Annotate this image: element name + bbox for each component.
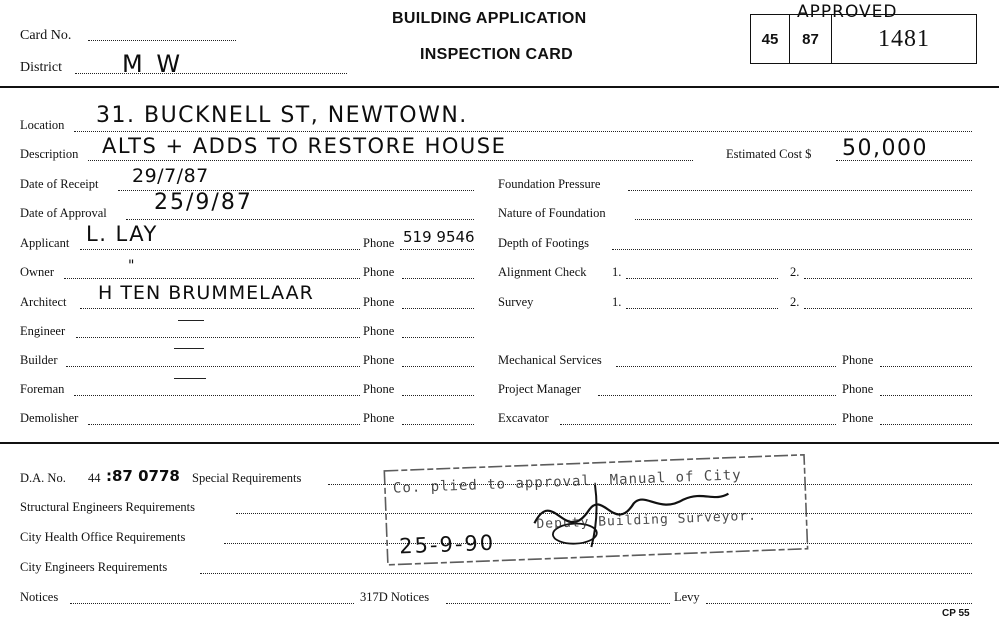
da-no-value: :87 0778	[106, 467, 180, 485]
description-value: ALTS + ADDS TO RESTORE HOUSE	[102, 134, 507, 158]
card-box-2	[789, 14, 832, 64]
excavator-line	[560, 424, 836, 425]
owner-line	[64, 278, 360, 279]
project-manager-line	[598, 395, 836, 396]
excavator-label: Excavator	[498, 411, 549, 425]
builder-label: Builder	[20, 353, 58, 367]
alignment-1-label: 1.	[612, 265, 622, 279]
location-value: 31. BUCKNELL ST, NEWTOWN.	[96, 103, 468, 128]
builder-line	[66, 366, 360, 367]
description-line	[88, 160, 693, 161]
nature-foundation-label: Nature of Foundation	[498, 206, 606, 220]
requirements-divider	[0, 442, 999, 444]
foundation-pressure-line	[628, 190, 972, 191]
stamp-date: 25-9-90	[398, 530, 496, 559]
alignment-1-line	[626, 278, 778, 279]
applicant-line	[80, 249, 360, 250]
estimated-cost-value: 50,000	[842, 136, 928, 161]
survey-label: Survey	[498, 295, 534, 309]
foreman-phone-label: Phone	[363, 382, 395, 396]
engineer-label: Engineer	[20, 324, 66, 338]
architect-line	[80, 308, 360, 309]
district-label: District	[20, 60, 62, 75]
description-label: Description	[20, 147, 79, 161]
date-approval-label: Date of Approval	[20, 206, 107, 220]
owner-value: "	[128, 258, 136, 274]
foreman-phone-line	[402, 395, 474, 396]
demolisher-line	[88, 424, 360, 425]
demolisher-phone-label: Phone	[363, 411, 395, 425]
foreman-label: Foreman	[20, 382, 65, 396]
title-line-1: BUILDING APPLICATION	[392, 10, 587, 27]
date-approval-line	[126, 219, 474, 220]
architect-value: H TEN BRUMMELAAR	[98, 282, 314, 304]
architect-label: Architect	[20, 295, 67, 309]
applicant-label: Applicant	[20, 236, 70, 250]
survey-2-label: 2.	[790, 295, 800, 309]
stamp-line-1: Co. plied to approval. Manual of City	[392, 467, 742, 497]
owner-phone-label: Phone	[363, 265, 395, 279]
notices-317d-label: 317D Notices	[360, 590, 430, 604]
survey-1-label: 1.	[612, 295, 622, 309]
project-manager-phone-label: Phone	[842, 382, 874, 396]
title-line-2: INSPECTION CARD	[420, 46, 573, 63]
location-line	[74, 131, 972, 132]
card-box-3-value: 1481	[878, 25, 930, 52]
card-no-label: Card No.	[20, 28, 72, 43]
levy-label: Levy	[674, 590, 700, 604]
survey-1-line	[626, 308, 778, 309]
estimated-cost-label: Estimated Cost $	[726, 147, 812, 161]
da-no-prefix: 44	[88, 471, 101, 485]
builder-phone-line	[402, 366, 474, 367]
survey-2-line	[804, 308, 972, 309]
notices-line	[70, 603, 354, 604]
mechanical-line	[616, 366, 836, 367]
district-value: M W	[122, 50, 184, 78]
date-receipt-value: 29/7/87	[132, 165, 209, 187]
foreman-line	[74, 395, 360, 396]
excavator-phone-line	[880, 424, 972, 425]
card-no-line	[88, 40, 236, 41]
location-label: Location	[20, 118, 65, 132]
foreman-dash	[174, 378, 206, 379]
form-code: CP 55	[942, 608, 970, 619]
nature-foundation-line	[635, 219, 972, 220]
demolisher-phone-line	[402, 424, 474, 425]
engineer-phone-label: Phone	[363, 324, 395, 338]
card-box-1-value: 45	[761, 30, 779, 48]
project-manager-phone-line	[880, 395, 972, 396]
depth-footings-line	[612, 249, 972, 250]
builder-dash	[174, 348, 204, 349]
stamp-line-2: Deputy Building Surveyor.	[536, 508, 758, 533]
depth-footings-label: Depth of Footings	[498, 236, 589, 250]
district-line	[75, 73, 347, 74]
notices-317d-line	[446, 603, 670, 604]
demolisher-label: Demolisher	[20, 411, 79, 425]
mechanical-phone-line	[880, 366, 972, 367]
alignment-2-line	[804, 278, 972, 279]
architect-phone-label: Phone	[363, 295, 395, 309]
mechanical-label: Mechanical Services	[498, 353, 602, 367]
architect-phone-line	[402, 308, 474, 309]
excavator-phone-label: Phone	[842, 411, 874, 425]
engineer-dash	[178, 320, 204, 321]
owner-label: Owner	[20, 265, 55, 279]
health-label: City Health Office Requirements	[20, 530, 186, 544]
mechanical-phone-label: Phone	[842, 353, 874, 367]
applicant-value: L. LAY	[86, 222, 158, 246]
alignment-check-label: Alignment Check	[498, 265, 587, 279]
builder-phone-label: Phone	[363, 353, 395, 367]
applicant-phone-value: 519 9546	[403, 228, 475, 246]
approved-note: APPROVED	[797, 2, 898, 22]
card-box-3	[831, 14, 977, 64]
project-manager-label: Project Manager	[498, 382, 581, 396]
header-divider	[0, 86, 999, 88]
foundation-pressure-label: Foundation Pressure	[498, 177, 601, 191]
card-box-2-value: 87	[802, 30, 819, 48]
card-box-1	[750, 14, 790, 64]
da-no-label: D.A. No.	[20, 471, 66, 485]
applicant-phone-label: Phone	[363, 236, 395, 250]
special-requirements-label: Special Requirements	[192, 471, 302, 485]
levy-line	[706, 603, 972, 604]
owner-phone-line	[402, 278, 474, 279]
city-engineers-line	[200, 573, 972, 574]
date-receipt-label: Date of Receipt	[20, 177, 99, 191]
city-engineers-label: City Engineers Requirements	[20, 560, 168, 574]
engineer-phone-line	[402, 337, 474, 338]
alignment-2-label: 2.	[790, 265, 800, 279]
engineer-line	[76, 337, 360, 338]
approval-stamp	[382, 447, 811, 569]
notices-label: Notices	[20, 590, 59, 604]
structural-label: Structural Engineers Requirements	[20, 500, 195, 514]
date-approval-value: 25/9/87	[154, 190, 253, 215]
applicant-phone-line	[400, 249, 474, 250]
